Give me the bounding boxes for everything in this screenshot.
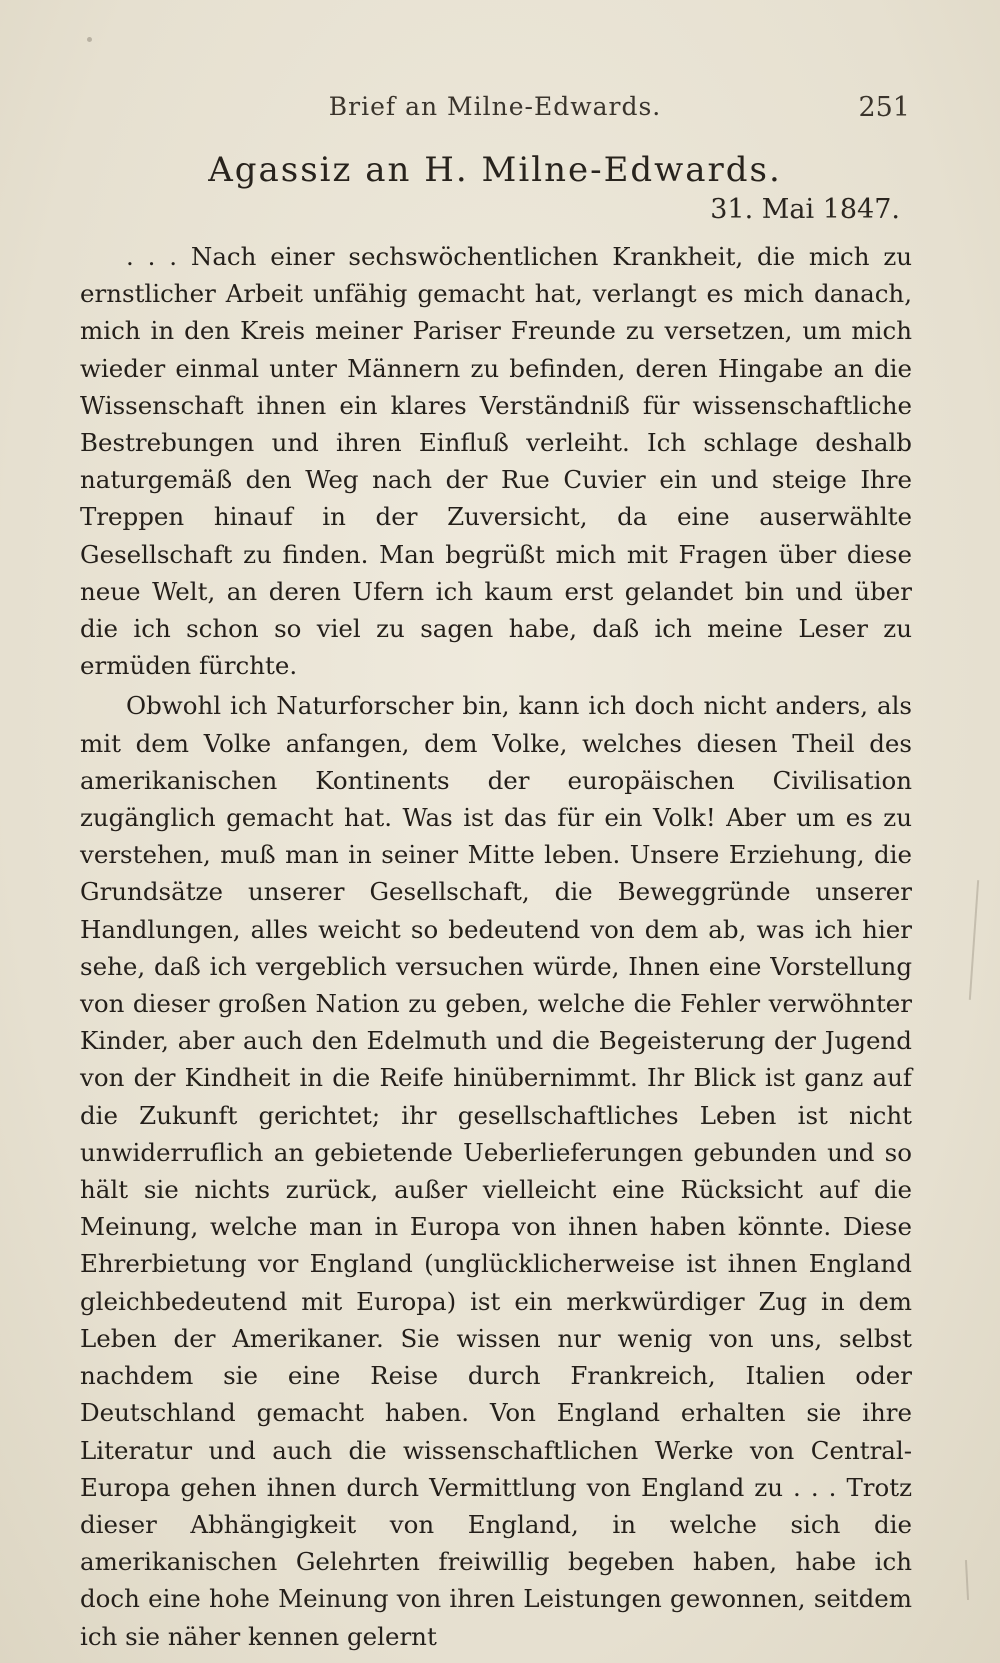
page-header [80, 92, 910, 132]
paragraph-1: . . . Nach einer sechswöchentlichen Krankheit, die mich zu ernstlicher Arbeit unfähig gemacht hat, verlangt es mich danach, mich in den Kreis meiner Pariser Freunde zu versetzen, um mich wieder einmal unter Männern zu befinden, deren Hingabe an die Wissenschaft ihnen ein klares Verständniß für wissenschaftliche Bestrebungen und ihren Einfluß verleiht. Ich schlage deshalb naturgemäß den Weg nach der Rue Cuvier ein und steige Ihre Treppen hinauf in der Zuversicht, da eine auserwählte Gesellschaft zu finden. Man begrüßt mich mit Fragen über diese neue Welt, an deren Ufern ich kaum erst gelandet bin und über die ich schon so viel zu sagen habe, daß ich meine Leser zu ermüden fürchte. [80, 242, 912, 681]
page-number: 251 [858, 92, 910, 123]
letter-date: 31. Mai 1847. [710, 194, 900, 225]
body-text [80, 238, 912, 1655]
running-head: Brief an Milne-Edwards. [328, 92, 662, 121]
paragraph-2: Obwohl ich Naturforscher bin, kann ich doch nicht anders, als mit dem Volke anfangen, dem Volke, welches diesen Theil des amerikanischen Kontinents der europäischen Civilisation zugänglich gemacht hat. Was ist das für ein Volk! Aber um es zu verstehen, muß man in seiner Mitte leben. Unsere Erziehung, die Grundsätze unserer Gesellschaft, die Beweggründe unserer Handlungen, alles weicht so bedeutend von dem ab, was ich hier sehe, daß ich vergeblich versuchen würde, Ihnen eine Vorstellung von dieser großen Nation zu geben, welche die Fehler verwöhnter Kinder, aber auch den Edelmuth und die Begeisterung der Jugend von der Kindheit in die Reife hinübernimmt. Ihr Blick ist ganz auf die Zukunft gerichtet; ihr gesellschaftliches Leben ist nicht unwiderruflich an gebietende Ueberlieferungen gebunden und so hält sie nichts zurück, außer vielleicht eine Rücksicht auf die Meinung, welche man in Europa von ihnen haben könnte. Diese Ehrerbietung vor England (unglücklicherweise ist ihnen England gleichbedeutend mit Europa) ist ein merkwürdiger Zug in dem Leben der Amerikaner. Sie wissen nur wenig von uns, selbst nachdem sie eine Reise durch Frankreich, Italien oder Deutschland gemacht haben. Von England erhalten sie ihre Literatur und auch die wissenschaftlichen Werke von Central-Europa gehen ihnen durch Vermittlung von England zu . . . Trotz dieser Abhängigkeit von England, in welche sich die amerikanischen Gelehrten freiwillig begeben haben, habe ich doch eine hohe Meinung von ihren Leistungen gewonnen, seitdem ich sie näher kennen gelernt [80, 691, 912, 1651]
paper-speck [87, 37, 92, 42]
pencil-mark [969, 880, 979, 1000]
pencil-mark [965, 1560, 969, 1600]
letter-heading: Agassiz an H. Milne-Edwards. [208, 150, 782, 190]
